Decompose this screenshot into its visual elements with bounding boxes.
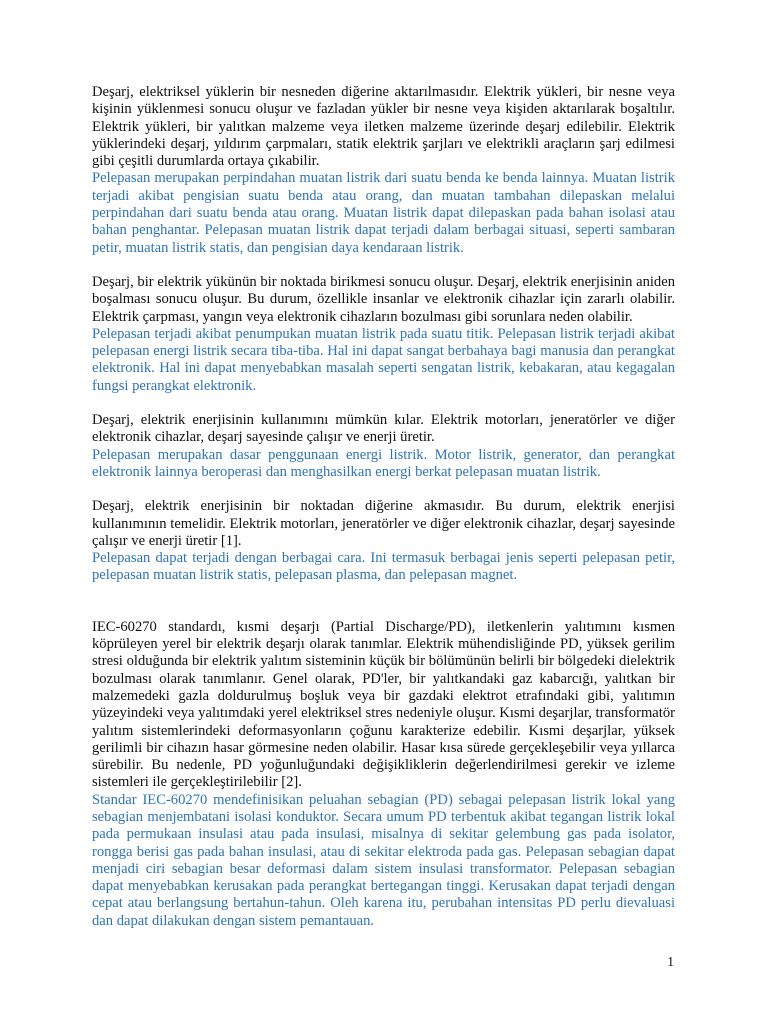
page-number: 1 (667, 954, 674, 969)
indonesian-paragraph: Pelepasan merupakan dasar penggunaan energi listrik. Motor listrik, generator, dan perangkat elektronik lainnya beroperasi dan menghasilkan energi berkat pelepasan muatan listrik. (92, 446, 675, 480)
indonesian-paragraph: Pelepasan terjadi akibat penumpukan muatan listrik pada suatu titik. Pelepasan listrik terjadi akibat pelepasan energi listrik secara tiba-tiba. Hal ini dapat sangat berbahaya bagi manusia dan perangkat elektronik. Hal ini dapat menyebabkan masalah seperti sengatan listrik, kebakaran, atau kegagalan fungsi perangkat elektronik. (92, 325, 675, 394)
paragraph-pair-1 (92, 84, 675, 257)
turkish-paragraph: Deşarj, bir elektrik yükünün bir noktada birikmesi sonucu oluşur. Deşarj, elektrik enerjisinin aniden boşalması sonucu oluşur. Bu durum, özellikle insanlar ve elektronik cihazlar için zararlı olabilir. Elektrik çarpması, yangın veya elektronik cihazların bozulması gibi sorunlara neden olabilir. (92, 273, 675, 325)
turkish-paragraph: IEC-60270 standardı, kısmi deşarjı (Partial Discharge/PD), iletkenlerin yalıtımını kısmen köprüleyen yerel bir elektrik deşarjı olarak tanımlar. Elektrik mühendisliğinde PD, yüksek gerilim stresi olduğunda bir elektrik yalıtım sisteminin küçük bir bölümünün belirli bir bölgedeki dielektrik bozulması olarak tanımlanır. Genel olarak, PD'ler, bir yalıtkandaki gaz kabarcığı, yalıtkan bir malzemedeki gazla doldurulmuş boşluk veya bir gazdaki elektrot etrafındaki gibi, yalıtımın yüzeyindeki veya yalıtımdaki yerel elektriksel stres nedeniyle oluşur. Kısmi deşarjlar, transformatör yalıtım sistemlerindeki deformasyonların çoğunu karakterize edebilir. Kısmi deşarjlar, yüksek gerilimli bir cihazın hasar görmesine neden olabilir. Hasar kısa sürede gerçekleşebilir veya yıllarca sürebilir. Bu nedenle, PD yoğunluğundaki değişikliklerin değerlendirilmesi gerekir ve izleme sistemleri ile gerçekleştirilebilir [2]. (92, 618, 675, 791)
indonesian-paragraph: Standar IEC-60270 mendefinisikan peluahan sebagian (PD) sebagai pelepasan listrik lokal yang sebagian menjembatani isolasi konduktor. Secara umum PD terbentuk akibat tegangan listrik lokal pada permukaan insulasi atau pada insulasi, misalnya di sekitar gelembung gas pada isolator, rongga berisi gas pada bahan insulasi, atau di sekitar elektroda pada gas. Pelepasan sebagian dapat menjadi ciri sebagian besar deformasi dalam sistem insulasi transformator. Pelepasan sebagian dapat menyebabkan kerusakan pada perangkat bertegangan tinggi. Kerusakan dapat terjadi dengan cepat atau berlangsung bertahun-tahun. Oleh karena itu, perubahan intensitas PD perlu dievaluasi dan dapat dilakukan dengan sistem pemantauan. (92, 791, 675, 929)
indonesian-paragraph: Pelepasan dapat terjadi dengan berbagai cara. Ini termasuk berbagai jenis seperti pelepasan petir, pelepasan muatan listrik statis, pelepasan plasma, dan pelepasan magnet. (92, 550, 675, 584)
document-body (92, 84, 675, 930)
paragraph-pair-2 (92, 274, 675, 395)
turkish-paragraph: Deşarj, elektriksel yüklerin bir nesneden diğerine aktarılmasıdır. Elektrik yükleri, bir nesne veya kişinin yüklenmesi sonucu oluşur ve fazladan yükler bir nesne veya kişiden aktarılarak boşaltılır. Elektrik yükleri, bir yalıtkan malzeme veya iletken malzeme üzerinde deşarj edilebilir. Elektrik yüklerindeki deşarj, yıldırım çarpmaları, statik elektrik şarjları ve elektrikli araçların şarj edilmesi gibi çeşitli durumlarda ortaya çıkabilir. (92, 84, 675, 170)
turkish-paragraph: Deşarj, elektrik enerjisinin bir noktadan diğerine akmasıdır. Bu durum, elektrik enerjisi kullanımının temelidir. Elektrik motorları, jeneratörler ve diğer elektronik cihazlar, deşarj sayesinde çalışır ve enerji üretir [1]. (92, 498, 675, 549)
paragraph-pair-3 (92, 412, 675, 481)
indonesian-paragraph: Pelepasan merupakan perpindahan muatan listrik dari suatu benda ke benda lainnya. Muatan listrik terjadi akibat pengisian suatu benda atau orang, dan muatan tambahan dilepaskan melalui perpindahan dari suatu benda atau orang. Muatan listrik dapat dilepaskan pada bahan isolasi atau bahan penghantar. Pelepasan muatan listrik dapat terjadi dalam berbagai situasi, seperti sambaran petir, muatan listrik statis, dan pengisian daya kendaraan listrik. (92, 170, 675, 256)
turkish-paragraph: Deşarj, elektrik enerjisinin kullanımını mümkün kılar. Elektrik motorları, jeneratörler ve diğer elektronik cihazlar, deşarj sayesinde çalışır ve enerji üretir. (92, 412, 675, 446)
paragraph-pair-5 (92, 619, 675, 930)
paragraph-pair-4 (92, 498, 675, 584)
